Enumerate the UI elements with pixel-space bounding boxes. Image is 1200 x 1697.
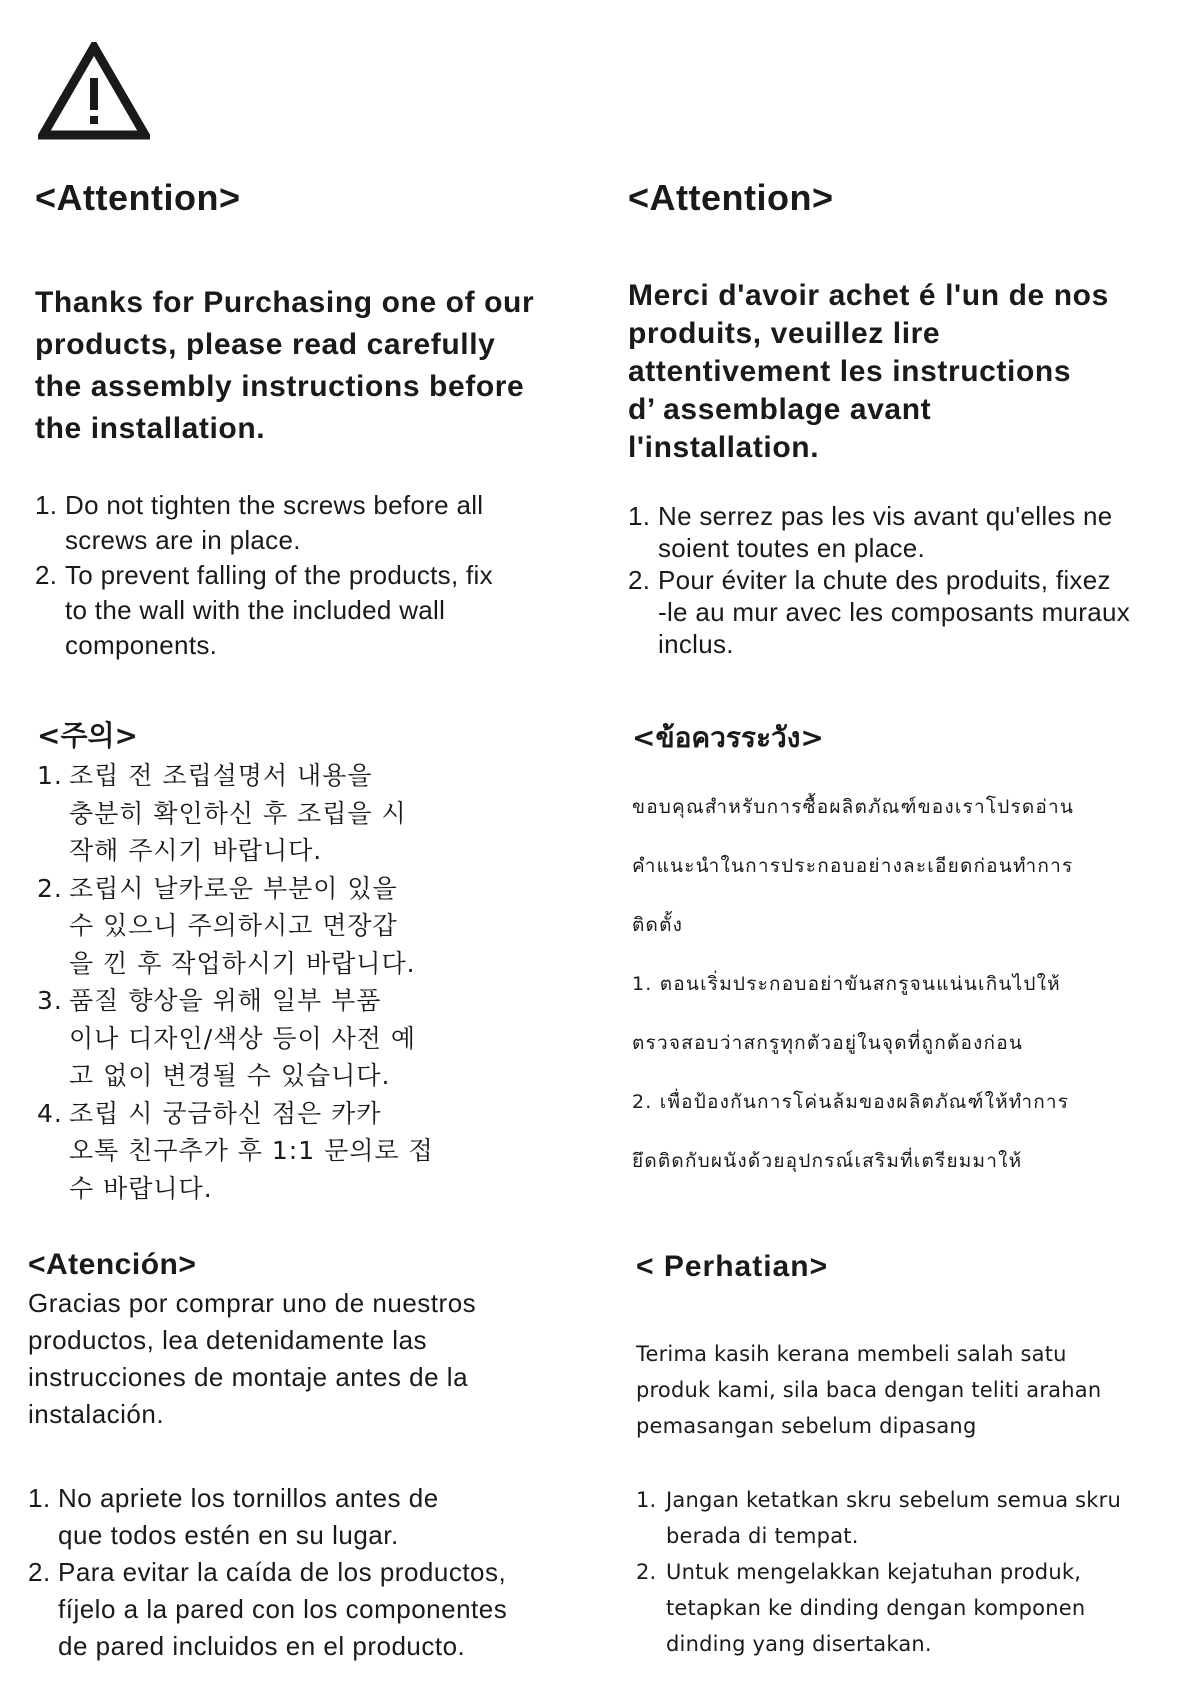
list-item: 1. Do not tighten the screws before all screws are in place. <box>35 490 484 555</box>
spanish-intro-text: Gracias por comprar uno de nuestros productos, lea detenidamente las instrucciones de montaje antes de la instalación. <box>28 1288 477 1429</box>
korean-heading: <주의> <box>37 719 139 752</box>
french-intro <box>628 277 1188 467</box>
french-list <box>628 500 1193 660</box>
spanish-list <box>28 1480 603 1665</box>
malay-heading: < Perhatian> <box>636 1250 829 1283</box>
list-item: 4. 조립 시 궁금하신 점은 카카 오톡 친구추가 후 1:1 문의로 접 수 바랍니다. <box>37 1098 434 1203</box>
warning-triangle-icon <box>38 42 150 142</box>
list-item: 2. Untuk mengelakkan kejatuhan produk, tetapkan ke dinding dengan komponen dinding yang disertakan. <box>636 1560 1086 1656</box>
thai-heading: <ข้อควรระวัง> <box>632 721 824 754</box>
thai-line: 1. ตอนเริ่มประกอบอย่าขันสกรูจนแน่นเกินไปให้ <box>632 973 1061 995</box>
thai-line: 2. เพื่อป้องกันการโค่นล้มของผลิตภัณฑ์ให้ทำการ <box>632 1091 1070 1113</box>
list-item: 2. 조립시 날카로운 부분이 있을 수 있으니 주의하시고 면장갑 을 낀 후 작업하시기 바랍니다. <box>37 873 416 978</box>
list-item: 1. No apriete los tornillos antes de que todos estén en su lugar. <box>28 1483 439 1550</box>
spanish-section <box>28 1250 598 1280</box>
english-intro <box>35 282 605 450</box>
korean-section <box>37 719 577 752</box>
list-item: 1. Ne serrez pas les vis avant qu'elles ne soient toutes en place. <box>628 501 1113 563</box>
list-item: 2. Pour éviter la chute des produits, fixez -le au mur avec les composants muraux inclus. <box>628 565 1131 659</box>
thai-line: คำแนะนำในการประกอบอย่างละเอียดก่อนทำการ <box>632 855 1074 877</box>
spanish-intro <box>28 1285 598 1433</box>
english-heading: <Attention> <box>35 177 241 218</box>
list-item: 3. 품질 향상을 위해 일부 부품 이나 디자인/색상 등이 사전 예 고 없이 변경될 수 있습니다. <box>37 986 417 1090</box>
english-list <box>35 488 595 663</box>
french-section <box>628 177 1188 218</box>
thai-line: ยึดติดกับผนังด้วยอุปกรณ์เสริมที่เตรียมมาให้ <box>632 1150 1023 1172</box>
malay-intro <box>636 1336 1196 1444</box>
korean-list <box>37 757 577 1207</box>
malay-list <box>636 1482 1196 1662</box>
french-intro-text: Merci d'avoir achet é l'un de nos produits, veuillez lire attentivement les instructions d’ assemblage avant l'installation. <box>628 279 1109 464</box>
thai-line: ขอบคุณสำหรับการซื้อผลิตภัณฑ์ของเราโปรดอ่าน <box>632 796 1075 818</box>
french-heading: <Attention> <box>628 177 834 218</box>
thai-line: ตรวจสอบว่าสกรูทุกตัวอยู่ในจุดที่ถูกต้องก่อน <box>632 1032 1024 1054</box>
thai-line: ติดตั้ง <box>632 914 684 936</box>
list-item: 1. Jangan ketatkan skru sebelum semua skru berada di tempat. <box>636 1488 1121 1548</box>
thai-section <box>632 721 1192 1194</box>
list-item: 2. Para evitar la caída de los productos, fíjelo a la pared con los componentes de pared incluidos en el producto. <box>28 1557 508 1661</box>
malay-section <box>636 1252 1196 1282</box>
spanish-heading: <Atención> <box>28 1248 197 1281</box>
malay-intro-text: Terima kasih kerana membeli salah satu produk kami, sila baca dengan teliti arahan pemasangan sebelum dipasang <box>636 1342 1102 1438</box>
english-section <box>35 177 595 218</box>
english-intro-text: Thanks for Purchasing one of our products, please read carefully the assembly instructions before the installation. <box>35 286 535 445</box>
list-item: 1. 조립 전 조립설명서 내용을 충분히 확인하신 후 조립을 시 작해 주시기 바랍니다. <box>37 761 407 865</box>
list-item: 2. To prevent falling of the products, fix to the wall with the included wall components. <box>35 560 493 660</box>
